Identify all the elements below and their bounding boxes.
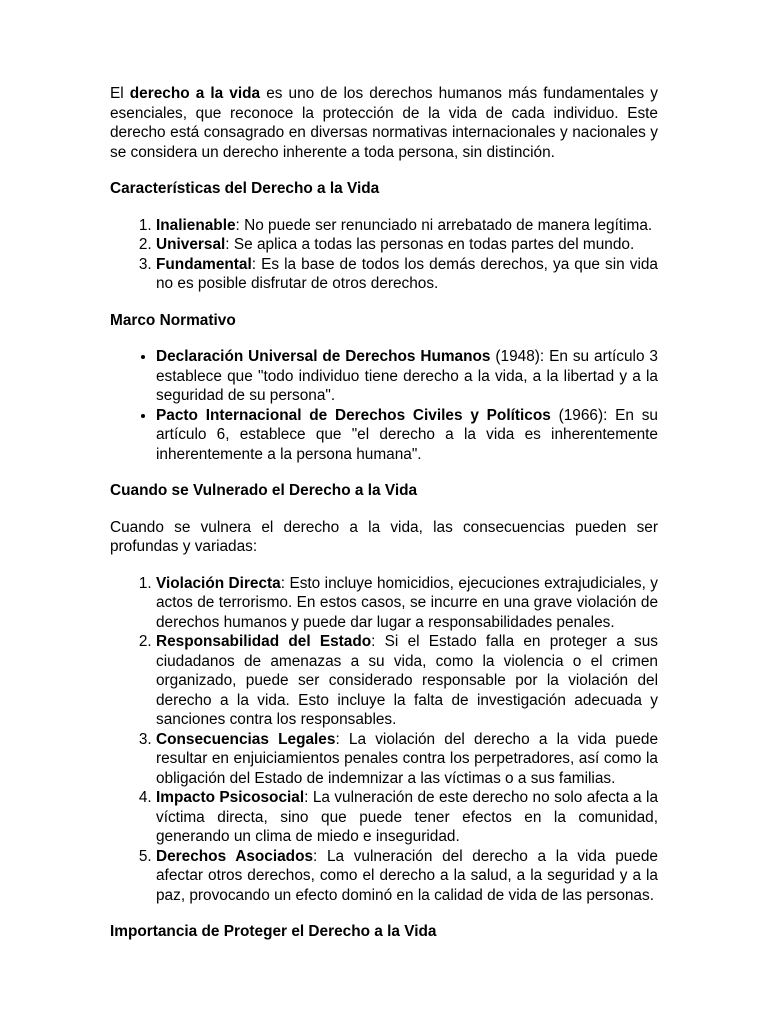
item-text: : Esto incluye homicidios, ejecuciones extrajudiciales, y actos de terrorismo. En estos casos, se incurre en una grave violación de derechos humanos y puede dar lugar a responsabilidades penales. xyxy=(156,574,658,631)
list-item xyxy=(156,574,658,633)
item-term: Responsabilidad del Estado xyxy=(156,633,372,650)
heading-importancia: Importancia de Proteger el Derecho a la Vida xyxy=(110,923,437,940)
heading-caracteristicas: Características del Derecho a la Vida xyxy=(110,180,380,197)
item-text: : Se aplica a todas las personas en todas partes del mundo. xyxy=(225,236,635,253)
item-text: (1948): En su artículo 3 establece que "todo individuo tiene derecho a la vida, a la libertad y a la seguridad de su persona". xyxy=(156,348,658,404)
item-term: Impacto Psicosocial xyxy=(156,789,305,806)
list-item xyxy=(156,788,658,847)
item-term: Declaración Universal de Derechos Humanos xyxy=(156,348,491,365)
item-text: : La vulneración del derecho a la vida puede afectar otros derechos, como el derecho a la salud, a la seguridad y a la paz, provocando un efecto dominó en la calidad de vida de las personas. xyxy=(156,847,658,904)
intro-paragraph xyxy=(110,84,658,162)
vulnerado-paragraph: Cuando se vulnera el derecho a la vida, las consecuencias pueden ser profundas y variadas: xyxy=(110,518,658,555)
list-item xyxy=(156,235,658,255)
list-item xyxy=(156,847,658,906)
item-term: Fundamental xyxy=(156,255,252,273)
item-text: : La vulneración de este derecho no solo afecta a la víctima directa, sino que puede tener efectos en la comunidad, generando un clima de miedo e inseguridad. xyxy=(156,789,659,845)
item-term: Consecuencias Legales xyxy=(156,730,336,748)
item-term: Pacto Internacional de Derechos Civiles y Políticos xyxy=(156,406,551,424)
list-marco-normativo xyxy=(110,347,658,464)
list-item xyxy=(156,632,658,730)
list-vulnerado xyxy=(110,574,658,906)
item-text: (1966): En su artículo 6, establece que "el derecho a la vida es inherentemente inherentemente a la persona humana". xyxy=(156,406,658,463)
list-item xyxy=(156,730,658,789)
intro-post: es uno de los derechos humanos más fundamentales y esenciales, que reconoce la protección de la vida de cada individuo. Este derecho está consagrado en diversas normativas internacionales y nacionales y se considera un derecho inherente a toda persona, sin distinción. xyxy=(110,85,658,161)
list-item xyxy=(156,255,658,294)
item-text: : Si el Estado falla en proteger a sus ciudadanos de amenazas a su vida, como la violencia o el crimen organizado, puede ser considerado responsable por la violación del derecho a la vida. Esto incluye la falta de investigación adecuada y sanciones contra los responsables. xyxy=(156,633,659,728)
list-item xyxy=(156,216,658,236)
intro-pre: El xyxy=(110,85,130,102)
item-text: : Es la base de todos los demás derechos, ya que sin vida no es posible disfrutar de otros derechos. xyxy=(156,255,658,292)
item-term: Violación Directa xyxy=(156,574,281,592)
item-term: Universal xyxy=(156,236,226,253)
document-page xyxy=(110,84,658,959)
item-text: : La violación del derecho a la vida puede resultar en enjuiciamientos penales contra los perpetradores, así como la obligación del Estado de indemnizar a las víctimas o a sus familias. xyxy=(156,730,659,787)
intro-bold-term: derecho a la vida xyxy=(129,85,261,102)
heading-marco-normativo: Marco Normativo xyxy=(110,311,236,329)
item-term: Derechos Asociados xyxy=(156,847,314,865)
heading-vulnerado: Cuando se Vulnerado el Derecho a la Vida xyxy=(110,482,418,499)
item-text: : No puede ser renunciado ni arrebatado de manera legítima. xyxy=(235,216,653,234)
list-caracteristicas xyxy=(110,216,658,294)
list-item xyxy=(156,347,658,406)
item-term: Inalienable xyxy=(156,216,236,234)
list-item xyxy=(156,406,658,465)
